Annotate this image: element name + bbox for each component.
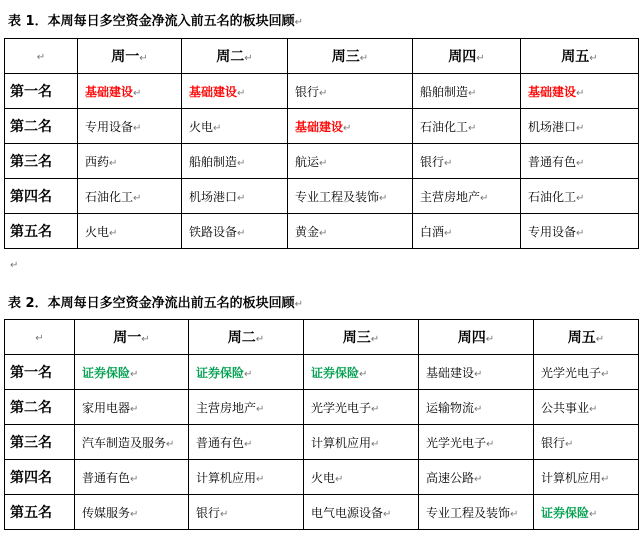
- sector-cell: [78, 144, 182, 179]
- header-text: 周四: [457, 330, 486, 346]
- paragraph-mark-icon: ↵: [576, 157, 585, 169]
- header-text: 周二: [216, 49, 245, 65]
- header-cell: [413, 39, 521, 74]
- row-rank-label: [5, 214, 78, 249]
- paragraph-mark-icon: ↵: [476, 53, 485, 64]
- sector-name: 家用电器: [82, 400, 131, 415]
- sector-cell: [182, 109, 288, 144]
- paragraph-mark-icon: ↵: [576, 122, 585, 134]
- sector-name: 基础建设: [85, 84, 134, 99]
- sector-cell: [75, 495, 189, 530]
- paragraph-mark-icon: ↵: [319, 157, 328, 169]
- sector-name: 普通有色: [196, 435, 245, 450]
- paragraph-mark-icon: ↵: [36, 52, 46, 63]
- table-row: [5, 144, 639, 179]
- sector-cell: [419, 390, 534, 425]
- sector-name: 专用设备: [85, 119, 134, 134]
- sector-name: 银行: [541, 435, 566, 450]
- row-rank-label: [5, 425, 75, 460]
- sector-cell: [534, 425, 639, 460]
- paragraph-mark-icon: ↵: [237, 157, 246, 169]
- sector-name: 主营房地产: [420, 189, 481, 204]
- sector-name: 证券保险: [196, 365, 245, 380]
- paragraph-mark-icon: ↵: [576, 192, 585, 204]
- rank-text: 第四名: [10, 189, 52, 205]
- sector-cell: [419, 355, 534, 390]
- header-text: 周五: [567, 330, 596, 346]
- sector-name: 证券保险: [311, 365, 360, 380]
- sector-cell: [304, 495, 419, 530]
- header-cell: [419, 320, 534, 355]
- row-rank-label: [5, 109, 78, 144]
- sector-name: 银行: [295, 84, 320, 99]
- paragraph-mark-icon: ↵: [133, 122, 142, 134]
- sector-cell: [189, 390, 304, 425]
- sector-name: 西药: [85, 154, 110, 169]
- table2-caption: [8, 292, 303, 311]
- sector-cell: [304, 390, 419, 425]
- sector-name: 光学光电子: [426, 435, 487, 450]
- sector-name: 机场港口: [528, 119, 577, 134]
- paragraph-mark-icon: ↵: [383, 508, 392, 520]
- paragraph-mark-icon: ↵: [343, 122, 352, 134]
- sector-cell: [419, 425, 534, 460]
- sector-cell: [534, 355, 639, 390]
- paragraph-mark-icon: ↵: [370, 334, 380, 345]
- paragraph-mark-icon: ↵: [213, 122, 222, 134]
- table-row: [5, 495, 639, 530]
- row-rank-label: [5, 74, 78, 109]
- paragraph-mark-icon: ↵: [474, 403, 483, 415]
- sector-name: 证券保险: [541, 505, 590, 520]
- paragraph-mark-icon: ↵: [244, 53, 253, 64]
- sector-name: 运输物流: [426, 400, 475, 415]
- paragraph-mark-icon: ↵: [335, 473, 344, 485]
- row-rank-label: [5, 144, 78, 179]
- table-header-row: [5, 39, 639, 74]
- paragraph-mark-icon: ↵: [237, 227, 246, 239]
- sector-name: 石油化工: [420, 119, 469, 134]
- paragraph-mark-icon: ↵: [319, 87, 328, 99]
- row-rank-label: [5, 495, 75, 530]
- sector-name: 专用设备: [528, 224, 577, 239]
- header-text: 周四: [448, 49, 477, 65]
- sector-cell: [413, 179, 521, 214]
- sector-name: 基础建设: [295, 119, 344, 134]
- table2-outflow-top5: [4, 319, 639, 530]
- sector-name: 普通有色: [82, 470, 131, 485]
- header-cell: [78, 39, 182, 74]
- paragraph-mark-icon: ↵: [444, 227, 453, 239]
- sector-name: 航运: [295, 154, 320, 169]
- sector-cell: [75, 460, 189, 495]
- sector-name: 高速公路: [426, 470, 475, 485]
- rank-text: 第三名: [10, 154, 52, 170]
- table-row: [5, 390, 639, 425]
- rank-text: 第五名: [10, 505, 52, 521]
- paragraph-mark-icon: ↵: [109, 157, 118, 169]
- sector-name: 汽车制造及服务: [82, 435, 167, 450]
- sector-name: 计算机应用: [311, 435, 372, 450]
- sector-name: 计算机应用: [196, 470, 257, 485]
- row-rank-label: [5, 179, 78, 214]
- sector-cell: [75, 390, 189, 425]
- corner-cell: [5, 320, 75, 355]
- rank-text: 第五名: [10, 224, 52, 240]
- sector-cell: [521, 74, 639, 109]
- paragraph-mark-icon: ↵: [510, 508, 519, 520]
- sector-name: 基础建设: [528, 84, 577, 99]
- table-row: [5, 109, 639, 144]
- header-cell: [534, 320, 639, 355]
- paragraph-mark-icon: ↵: [141, 334, 150, 345]
- paragraph-mark-icon: ↵: [589, 53, 598, 64]
- rank-text: 第二名: [10, 119, 52, 135]
- paragraph-mark-icon: ↵: [480, 192, 489, 204]
- sector-cell: [78, 179, 182, 214]
- sector-cell: [189, 495, 304, 530]
- paragraph-mark-icon: ↵: [601, 473, 610, 485]
- paragraph-mark-icon: ↵: [601, 368, 610, 380]
- paragraph-mark-icon: ↵: [565, 438, 574, 450]
- table1-caption: [8, 10, 303, 29]
- paragraph-mark-icon: ↵: [294, 17, 303, 28]
- paragraph-mark-icon: ↵: [474, 473, 483, 485]
- paragraph-mark-icon: ↵: [294, 299, 303, 310]
- paragraph-mark-icon: ↵: [35, 333, 44, 344]
- table1-inflow-top5: [4, 38, 639, 249]
- sector-name: 公共事业: [541, 400, 590, 415]
- table-header-row: [5, 320, 639, 355]
- rank-text: 第三名: [10, 435, 52, 451]
- rank-text: 第一名: [10, 365, 52, 381]
- sector-cell: [288, 214, 413, 249]
- paragraph-mark-icon: ↵: [485, 334, 495, 345]
- sector-cell: [182, 74, 288, 109]
- header-cell: [288, 39, 413, 74]
- sector-name: 船舶制造: [189, 154, 238, 169]
- sector-name: 船舶制造: [420, 84, 469, 99]
- sector-name: 专业工程及装饰: [426, 505, 511, 520]
- paragraph-mark-icon: ↵: [130, 508, 139, 520]
- sector-name: 铁路设备: [189, 224, 238, 239]
- paragraph-mark-icon: ↵: [589, 403, 598, 415]
- sector-name: 计算机应用: [541, 470, 602, 485]
- table1-caption-text: 表 1．本周每日多空资金净流入前五名的板块回顾: [8, 14, 295, 29]
- paragraph-mark-icon: ↵: [319, 227, 328, 239]
- sector-cell: [419, 495, 534, 530]
- paragraph-mark-icon: ↵: [444, 157, 453, 169]
- sector-cell: [288, 144, 413, 179]
- sector-cell: [288, 109, 413, 144]
- sector-cell: [189, 355, 304, 390]
- table-row: [5, 460, 639, 495]
- sector-cell: [78, 74, 182, 109]
- paragraph-mark-icon: ↵: [244, 368, 253, 380]
- paragraph-mark-icon: ↵: [468, 122, 477, 134]
- sector-cell: [419, 460, 534, 495]
- paragraph-mark-icon: ↵: [130, 473, 139, 485]
- row-rank-label: [5, 460, 75, 495]
- sector-name: 黄金: [295, 224, 320, 239]
- sector-cell: [182, 179, 288, 214]
- paragraph-mark-icon: ↵: [255, 334, 265, 345]
- sector-name: 光学光电子: [311, 400, 372, 415]
- paragraph-mark-icon: ↵: [468, 87, 477, 99]
- paragraph-mark-icon: ↵: [139, 53, 148, 64]
- sector-cell: [75, 425, 189, 460]
- paragraph-mark-icon: ↵: [379, 192, 388, 204]
- sector-name: 普通有色: [528, 154, 577, 169]
- rank-text: 第一名: [10, 84, 52, 100]
- paragraph-mark-icon: ↵: [589, 508, 598, 520]
- paragraph-mark-icon: ↵: [10, 260, 19, 271]
- paragraph-mark-icon: ↵: [237, 192, 246, 204]
- paragraph-mark-icon: ↵: [256, 473, 265, 485]
- paragraph-mark-icon: ↵: [237, 87, 246, 99]
- sector-name: 机场港口: [189, 189, 238, 204]
- sector-cell: [521, 109, 639, 144]
- paragraph-mark-icon: ↵: [595, 334, 605, 345]
- table-row: [5, 74, 639, 109]
- sector-name: 火电: [311, 470, 336, 485]
- sector-cell: [189, 460, 304, 495]
- header-text: 周三: [331, 49, 360, 65]
- sector-cell: [534, 460, 639, 495]
- sector-cell: [413, 144, 521, 179]
- sector-cell: [413, 109, 521, 144]
- table-row: [5, 355, 639, 390]
- sector-cell: [304, 460, 419, 495]
- sector-cell: [182, 144, 288, 179]
- sector-name: 基础建设: [189, 84, 238, 99]
- rank-text: 第四名: [10, 470, 52, 486]
- sector-cell: [288, 74, 413, 109]
- paragraph-mark-icon: ↵: [244, 438, 253, 450]
- rank-text: 第二名: [10, 400, 52, 416]
- paragraph-mark-icon: ↵: [359, 368, 368, 380]
- sector-cell: [534, 390, 639, 425]
- sector-name: 光学光电子: [541, 365, 602, 380]
- header-cell: [304, 320, 419, 355]
- paragraph-mark-icon: ↵: [576, 227, 585, 239]
- row-rank-label: [5, 390, 75, 425]
- sector-name: 石油化工: [528, 189, 577, 204]
- corner-cell: [5, 39, 78, 74]
- header-cell: [521, 39, 639, 74]
- paragraph-mark-icon: ↵: [359, 53, 369, 64]
- header-text: 周一: [113, 330, 142, 346]
- sector-name: 石油化工: [85, 189, 134, 204]
- paragraph-mark-icon: ↵: [130, 403, 139, 415]
- sector-name: 专业工程及装饰: [295, 189, 380, 204]
- sector-cell: [304, 425, 419, 460]
- header-text: 周三: [342, 330, 371, 346]
- table-row: [5, 179, 639, 214]
- paragraph-mark-icon: ↵: [474, 368, 483, 380]
- sector-cell: [189, 425, 304, 460]
- paragraph-mark-icon: ↵: [486, 438, 495, 450]
- paragraph-mark-icon: ↵: [109, 227, 118, 239]
- header-text: 周五: [561, 49, 590, 65]
- header-cell: [189, 320, 304, 355]
- sector-cell: [75, 355, 189, 390]
- sector-name: 主营房地产: [196, 400, 257, 415]
- table-row: [5, 214, 639, 249]
- paragraph-mark-icon: ↵: [133, 87, 142, 99]
- sector-name: 证券保险: [82, 365, 131, 380]
- sector-name: 传媒服务: [82, 505, 131, 520]
- sector-cell: [413, 74, 521, 109]
- sector-cell: [182, 214, 288, 249]
- sector-name: 银行: [196, 505, 221, 520]
- paragraph-mark-icon: ↵: [133, 192, 142, 204]
- header-text: 周一: [111, 49, 140, 65]
- paragraph-mark-icon: ↵: [220, 508, 229, 520]
- sector-cell: [288, 179, 413, 214]
- sector-name: 电气电源设备: [311, 505, 384, 520]
- paragraph-mark-icon: ↵: [256, 403, 265, 415]
- sector-cell: [78, 109, 182, 144]
- sector-cell: [304, 355, 419, 390]
- sector-cell: [534, 495, 639, 530]
- sector-name: 白酒: [420, 224, 445, 239]
- sector-name: 火电: [85, 224, 110, 239]
- sector-cell: [521, 179, 639, 214]
- sector-cell: [413, 214, 521, 249]
- sector-name: 基础建设: [426, 365, 475, 380]
- sector-name: 银行: [420, 154, 445, 169]
- header-text: 周二: [227, 330, 256, 346]
- table2-caption-text: 表 2．本周每日多空资金净流出前五名的板块回顾: [8, 296, 295, 311]
- sector-name: 火电: [189, 119, 214, 134]
- table-row: [5, 425, 639, 460]
- paragraph-mark-icon: ↵: [371, 438, 380, 450]
- paragraph-mark-icon: ↵: [130, 368, 139, 380]
- sector-cell: [521, 144, 639, 179]
- sector-cell: [521, 214, 639, 249]
- paragraph-mark-icon: ↵: [166, 438, 175, 450]
- paragraph-mark-icon: ↵: [371, 403, 380, 415]
- sector-cell: [78, 214, 182, 249]
- header-cell: [182, 39, 288, 74]
- header-cell: [75, 320, 189, 355]
- row-rank-label: [5, 355, 75, 390]
- paragraph-mark-icon: ↵: [576, 87, 585, 99]
